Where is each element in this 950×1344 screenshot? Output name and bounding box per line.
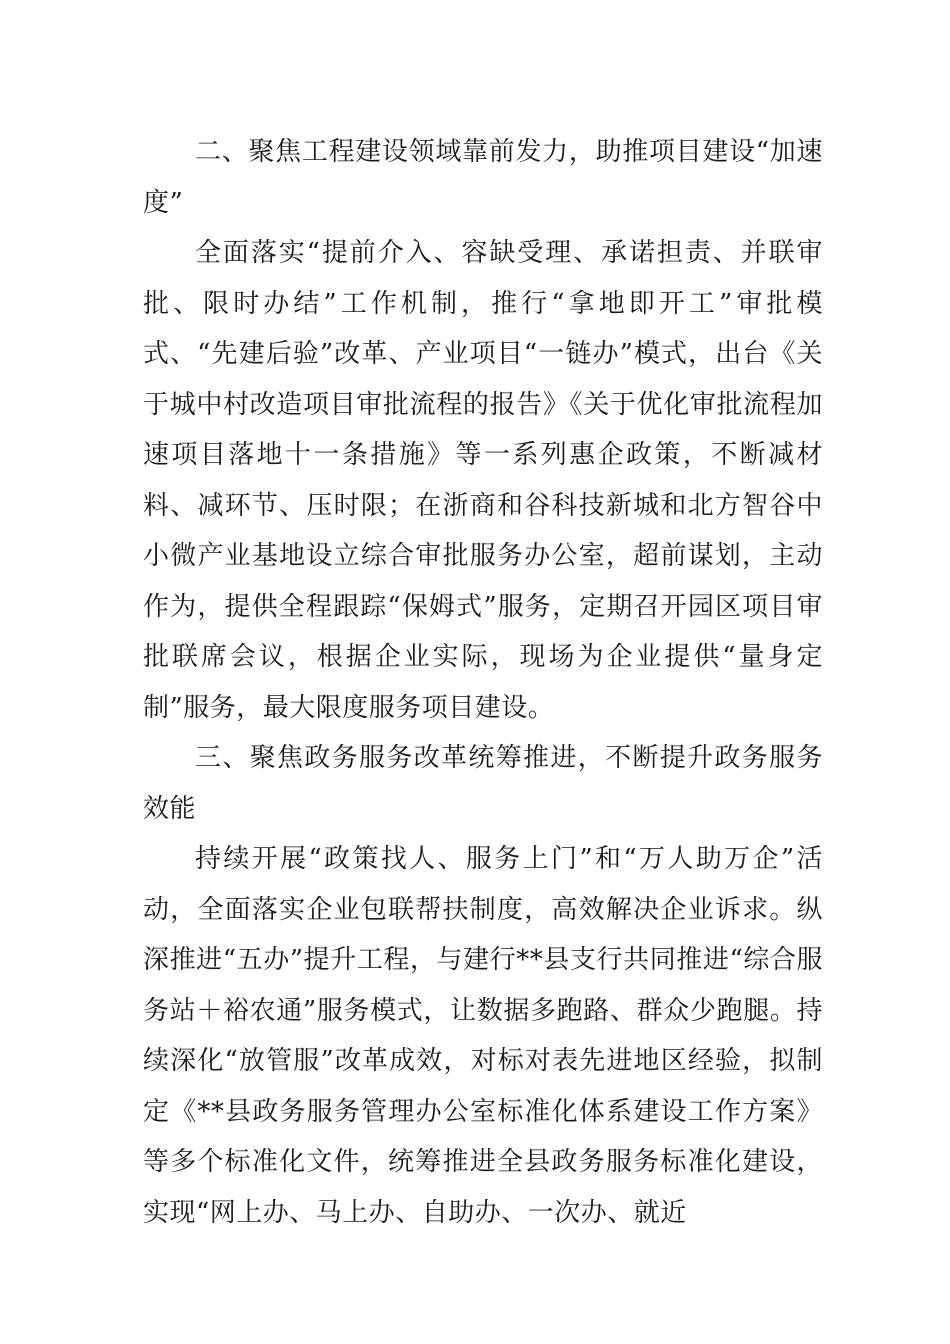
- section-heading-2: 二、聚焦工程建设领域靠前发力，助推项目建设“加速度”: [143, 137, 823, 218]
- body-paragraph-1: 全面落实“提前介入、容缺受理、承诺担责、并联审批、限时办结”工作机制，推行“拿地即开工”审批模式、“先建后验”改革、产业项目“一链办”模式，出台《关于城中村改造项目审批流程的报告》《关于优化审批流程加速项目落地十一条措施》等一系列惠企政策，不断减材料、减环节、压时限；在浙商和谷科技新城和北方智谷中小微产业基地设立综合审批服务办公室，超前谋划，主动作为，提供全程跟踪“保姆式”服务，定期召开园区项目审批联席会议，根据企业实际，现场为企业提供“量身定制”服务，最大限度服务项目建设。: [143, 238, 823, 723]
- section-heading-3: 三、聚焦政务服务改革统筹推进，不断提升政务服务效能: [143, 743, 823, 824]
- document-body: [143, 127, 823, 1238]
- body-paragraph-2: 持续开展“政策找人、服务上门”和“万人助万企”活动，全面落实企业包联帮扶制度，高效解决企业诉求。纵深推进“五办”提升工程，与建行**县支行共同推进“综合服务站＋裕农通”服务模式，让数据多跑路、群众少跑腿。持续深化“放管服”改革成效，对标对表先进地区经验，拟制定《**县政务服务管理办公室标准化体系建设工作方案》等多个标准化文件，统筹推进全县政务服务标准化建设，实现“网上办、马上办、自助办、一次办、就近: [143, 844, 823, 1228]
